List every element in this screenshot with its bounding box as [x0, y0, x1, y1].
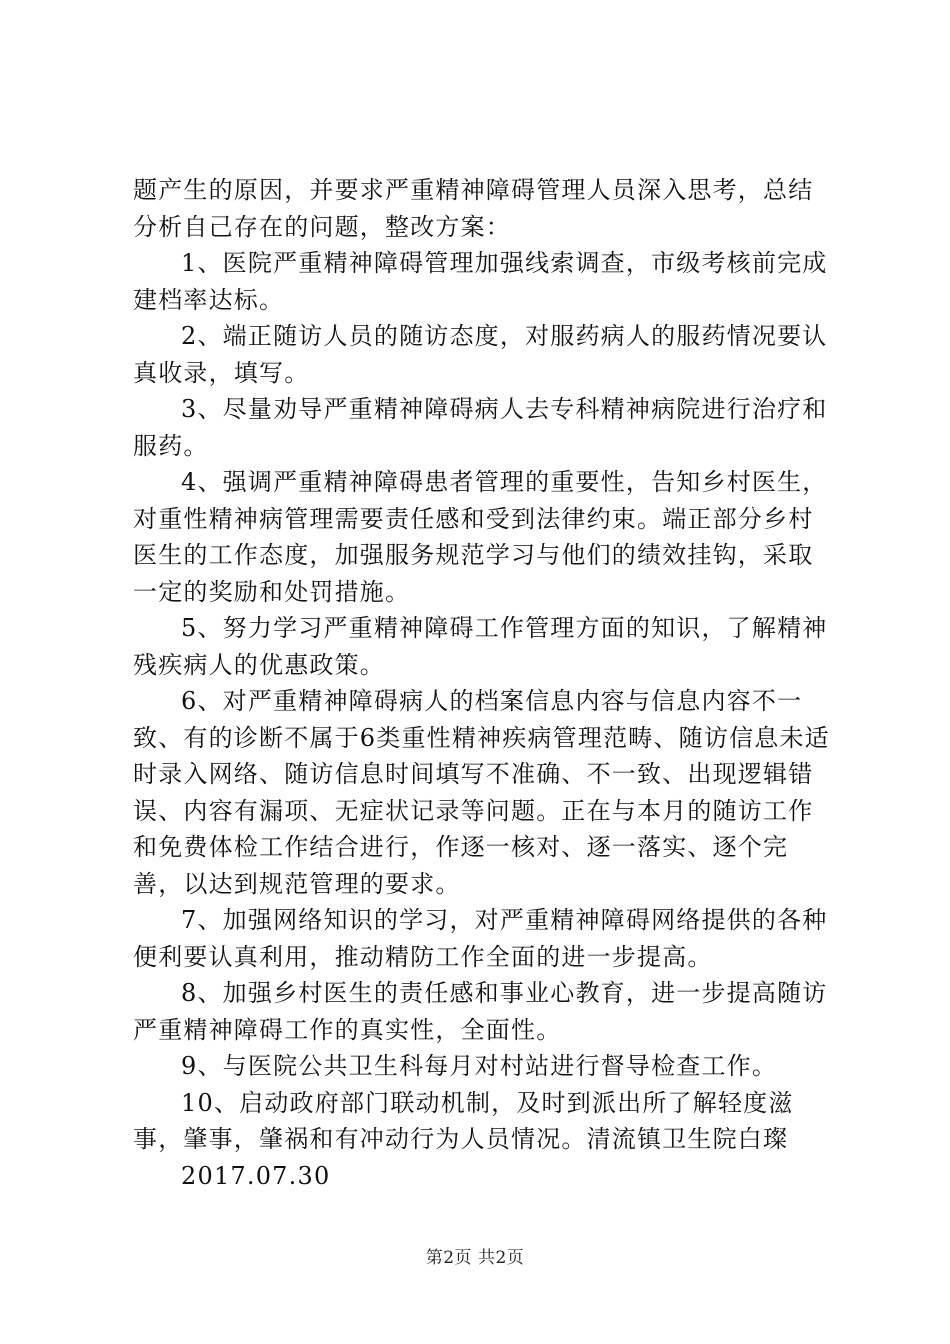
document-body [133, 172, 833, 1194]
paragraph-item-9: 9、与医院公共卫生科每月对村站进行督导检查工作。 [181, 1052, 778, 1080]
paragraph-continuation: 题产生的原因，并要求严重精神障碍管理人员深入思考，总结分析自己存在的问题，整改方案： [133, 176, 814, 241]
paragraph-item-2: 2、端正随访人员的随访态度，对服药病人的服药情况要认真收录，填写。 [133, 322, 828, 387]
document-date: 2017.07.30 [181, 1161, 331, 1190]
paragraph-item-7: 7、加强网络知识的学习，对严重精神障碍网络提供的各种便利要认真利用，推动精防工作全面的进一步提高。 [133, 906, 828, 971]
paragraph-item-6: 6、对严重精神障碍病人的档案信息内容与信息内容不一致、有的诊断不属于6类重性精神疾病管理范畴、随访信息未适时录入网络、随访信息时间填写不准确、不一致、出现逻辑错误、内容有漏项、无症状记录等问题。正在与本月的随访工作和免费体检工作结合进行，作逐一核对、逐一落实、逐个完善，以达到规范管理的要求。 [133, 687, 830, 898]
page-number-label: 第2页 共2页 [425, 1248, 525, 1268]
paragraph-item-8: 8、加强乡村医生的责任感和事业心教育，进一步提高随访严重精神障碍工作的真实性，全面性。 [133, 979, 828, 1044]
paragraph-item-5: 5、努力学习严重精神障碍工作管理方面的知识，了解精神残疾病人的优惠政策。 [133, 614, 828, 679]
paragraph-item-10: 10、启动政府部门联动机制，及时到派出所了解轻度滋事，肇事，肇祸和有冲动行为人员情况。清流镇卫生院白璨 [133, 1088, 794, 1153]
page-footer [0, 1243, 950, 1268]
paragraph-item-4: 4、强调严重精神障碍患者管理的重要性，告知乡村医生，对重性精神病管理需要责任感和受到法律约束。端正部分乡村医生的工作态度，加强服务规范学习与他们的绩效挂钩，采取一定的奖励和处罚措施。 [133, 468, 828, 606]
paragraph-item-3: 3、尽量劝导严重精神障碍病人去专科精神病院进行治疗和服药。 [133, 395, 828, 460]
paragraph-item-1: 1、医院严重精神障碍管理加强线索调查，市级考核前完成建档率达标。 [133, 249, 828, 314]
